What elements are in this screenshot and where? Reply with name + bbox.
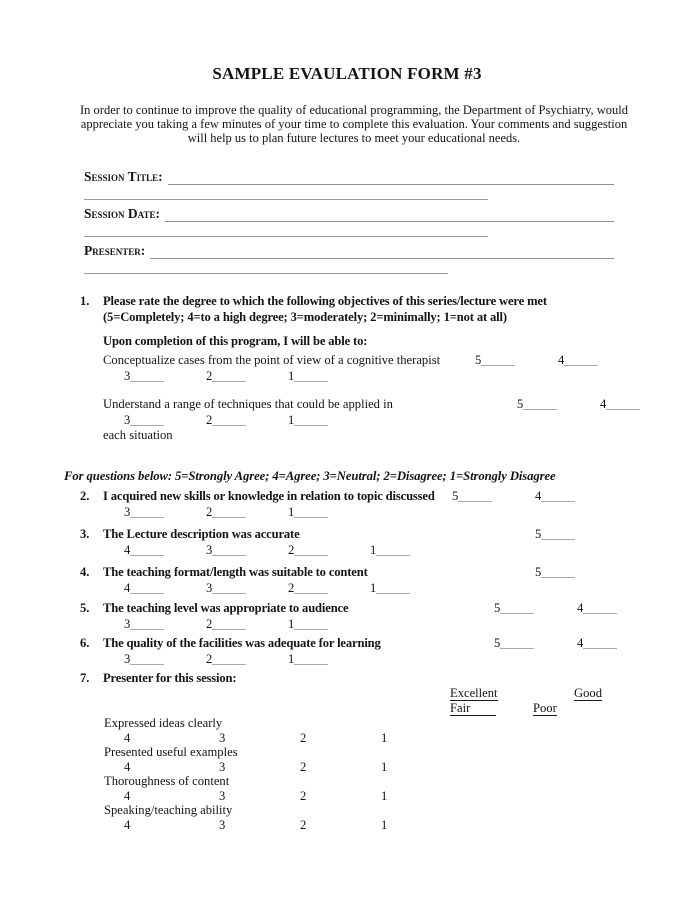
rating-blank-line	[130, 618, 164, 630]
presenter-criterion-label: Thoroughness of content	[104, 774, 230, 788]
question-6-rating-2: 2	[206, 651, 246, 667]
question-5-rating-4: 4	[577, 600, 617, 616]
presenter-criterion-ratings	[80, 789, 614, 804]
objective-1-rating-3: 3	[124, 368, 164, 384]
question-3-rating-1: 1	[370, 542, 410, 558]
question-4-text: The teaching format/length was suitable to content	[103, 565, 368, 579]
question-1-text-line2: (5=Completely; 4=to a high degree; 3=moderately; 2=minimally; 1=not at all)	[103, 310, 507, 324]
question-3-rating-3: 3	[206, 542, 246, 558]
rating-1: 1	[381, 730, 388, 745]
question-1-number: 1.	[80, 294, 90, 308]
rating-2: 2	[300, 759, 307, 774]
rating-blank-line	[130, 370, 164, 382]
objective-2-rating-4: 4	[600, 396, 640, 412]
question-2-rating-4: 4	[535, 488, 575, 504]
rating-blank-line	[541, 490, 575, 502]
question-4-rating-5: 5	[535, 564, 575, 580]
objective-1-rating-1: 1	[288, 368, 328, 384]
objective-1-rating-5: 5	[475, 352, 515, 368]
rating-header-row-2	[80, 701, 614, 716]
question-5-text: The teaching level was appropriate to audience	[103, 601, 349, 615]
question-5-number: 5.	[80, 601, 90, 615]
question-3-rating-5: 5	[535, 526, 575, 542]
rating-4: 4	[124, 730, 131, 745]
rating-1: 1	[381, 759, 388, 774]
objective-1-rating-row	[80, 368, 614, 384]
rating-blank-line	[212, 544, 246, 556]
question-1	[80, 293, 614, 442]
rating-2: 2	[300, 817, 307, 832]
rating-blank-line	[583, 637, 617, 649]
rating-blank-line	[376, 544, 410, 556]
rating-2: 2	[300, 730, 307, 745]
question-7-text: Presenter for this session:	[103, 671, 237, 685]
rating-blank-line	[212, 618, 246, 630]
rating-blank-line	[212, 506, 246, 518]
session-title-label: Session Title:	[84, 169, 163, 184]
rating-blank-line	[541, 528, 575, 540]
rating-blank-line	[376, 582, 410, 594]
rating-blank-line	[583, 602, 617, 614]
rating-1: 1	[381, 788, 388, 803]
question-4-rating-3: 3	[206, 580, 246, 596]
question-5-rating-5: 5	[494, 600, 534, 616]
question-6-rating-3: 3	[124, 651, 164, 667]
session-title-blank-line	[168, 170, 614, 185]
rating-blank-line	[294, 653, 328, 665]
intro-paragraph: In order to continue to improve the quality of educational programming, the Department of Psychiatry, would appreciate you taking a few minutes of your time to complete this evaluation. Your comments and suggestion will help us to plan future lectures to meet your educational needs.	[80, 103, 629, 145]
rating-blank-line	[523, 398, 557, 410]
question-3-rating-4: 4	[124, 542, 164, 558]
question-3-rating-row	[80, 542, 614, 558]
question-2-text: I acquired new skills or knowledge in relation to topic discussed	[103, 489, 435, 503]
presenter-criterion-label: Speaking/teaching ability	[104, 803, 233, 817]
presenter-criterion-label: Expressed ideas clearly	[104, 716, 223, 730]
question-6	[80, 635, 614, 667]
header-poor: Poor	[533, 701, 557, 715]
question-5-rating-3: 3	[124, 616, 164, 632]
question-2-rating-3: 3	[124, 504, 164, 520]
rating-4: 4	[124, 759, 131, 774]
header-fair: Fair	[450, 702, 496, 716]
objective-2-rating-5: 5	[517, 396, 557, 412]
session-date-label: Session Date:	[84, 206, 160, 221]
objective-2-rating-2: 2	[206, 412, 246, 428]
rating-blank-line	[500, 602, 534, 614]
form-title: SAMPLE EVAULATION FORM #3	[212, 64, 482, 83]
question-5-rating-row	[80, 616, 614, 632]
presenter-blank-line-2	[84, 259, 448, 274]
presenter-criterion-ratings	[80, 731, 614, 746]
objective-2-text-continued: each situation	[103, 428, 173, 442]
question-3-rating-2: 2	[288, 542, 328, 558]
question-5-rating-1: 1	[288, 616, 328, 632]
rating-3: 3	[219, 788, 226, 803]
question-1-text-line1: Please rate the degree to which the following objectives of this series/lecture were met	[103, 294, 547, 308]
rating-blank-line	[130, 506, 164, 518]
question-6-rating-row	[80, 651, 614, 667]
question-4-rating-4: 4	[124, 580, 164, 596]
objective-1-rating-4: 4	[558, 352, 598, 368]
rating-blank-line	[212, 370, 246, 382]
rating-blank-line	[212, 582, 246, 594]
question-2-number: 2.	[80, 489, 90, 503]
objective-1-rating-2: 2	[206, 368, 246, 384]
rating-blank-line	[294, 370, 328, 382]
question-2-rating-1: 1	[288, 504, 328, 520]
rating-blank-line	[500, 637, 534, 649]
rating-1: 1	[381, 817, 388, 832]
question-6-rating-4: 4	[577, 635, 617, 651]
question-6-rating-1: 1	[288, 651, 328, 667]
question-6-rating-5: 5	[494, 635, 534, 651]
session-date-blank-line-2	[84, 222, 488, 237]
session-title-field	[84, 167, 614, 200]
objective-1-text: Conceptualize cases from the point of view of a cognitive therapist	[103, 353, 441, 367]
rating-3: 3	[219, 730, 226, 745]
question-2-rating-2: 2	[206, 504, 246, 520]
objective-2-row	[103, 396, 614, 412]
question-2	[80, 488, 614, 520]
question-4-rating-row	[80, 580, 614, 596]
question-5-rating-2: 2	[206, 616, 246, 632]
rating-blank-line	[294, 506, 328, 518]
question-4-rating-1: 1	[370, 580, 410, 596]
rating-blank-line	[564, 354, 598, 366]
rating-blank-line	[130, 582, 164, 594]
objective-1-row	[103, 352, 614, 368]
question-6-number: 6.	[80, 636, 90, 650]
objective-2-rating-3: 3	[124, 412, 164, 428]
question-3	[80, 526, 614, 558]
rating-blank-line	[606, 398, 640, 410]
rating-blank-line	[130, 414, 164, 426]
rating-3: 3	[219, 759, 226, 774]
objective-2-rating-row	[80, 412, 614, 428]
rating-blank-line	[130, 544, 164, 556]
question-4-rating-2: 2	[288, 580, 328, 596]
presenter-label: Presenter:	[84, 243, 146, 258]
question-4	[80, 564, 614, 596]
presenter-criterion-label: Presented useful examples	[104, 745, 238, 759]
rating-blank-line	[294, 544, 328, 556]
rating-4: 4	[124, 817, 131, 832]
rating-blank-line	[458, 490, 492, 502]
presenter-blank-line	[150, 244, 614, 259]
rating-blank-line	[294, 414, 328, 426]
question-3-text: The Lecture description was accurate	[103, 527, 300, 541]
question-6-text: The quality of the facilities was adequate for learning	[103, 636, 381, 650]
objective-2-rating-1: 1	[288, 412, 328, 428]
session-title-blank-line-2	[84, 185, 488, 200]
rating-blank-line	[294, 582, 328, 594]
rating-blank-line	[481, 354, 515, 366]
presenter-field	[84, 241, 614, 274]
rating-blank-line	[212, 653, 246, 665]
header-fields	[84, 167, 614, 274]
rating-3: 3	[219, 817, 226, 832]
question-7-number: 7.	[80, 671, 90, 685]
question-4-number: 4.	[80, 565, 90, 579]
rating-blank-line	[541, 566, 575, 578]
rating-blank-line	[130, 653, 164, 665]
question-7	[80, 670, 614, 832]
header-good: Good	[574, 686, 602, 700]
header-excellent: Excellent	[450, 686, 498, 700]
question-3-number: 3.	[80, 527, 90, 541]
rating-2: 2	[300, 788, 307, 803]
presenter-criterion-ratings	[80, 818, 614, 833]
presenter-criterion-ratings	[80, 760, 614, 775]
session-date-field	[84, 204, 614, 237]
rating-blank-line	[212, 414, 246, 426]
session-date-blank-line	[165, 207, 614, 222]
objective-2-text: Understand a range of techniques that could be applied in	[103, 397, 393, 411]
rating-header-row-1	[80, 686, 614, 701]
rating-scale-note: For questions below: 5=Strongly Agree; 4=Agree; 3=Neutral; 2=Disagree; 1=Strongly Disagree	[64, 469, 556, 483]
question-2-rating-5: 5	[452, 488, 492, 504]
rating-4: 4	[124, 788, 131, 803]
question-1-subheading: Upon completion of this program, I will be able to:	[103, 334, 368, 348]
rating-blank-line	[294, 618, 328, 630]
question-5	[80, 600, 614, 632]
question-2-rating-row	[80, 504, 614, 520]
